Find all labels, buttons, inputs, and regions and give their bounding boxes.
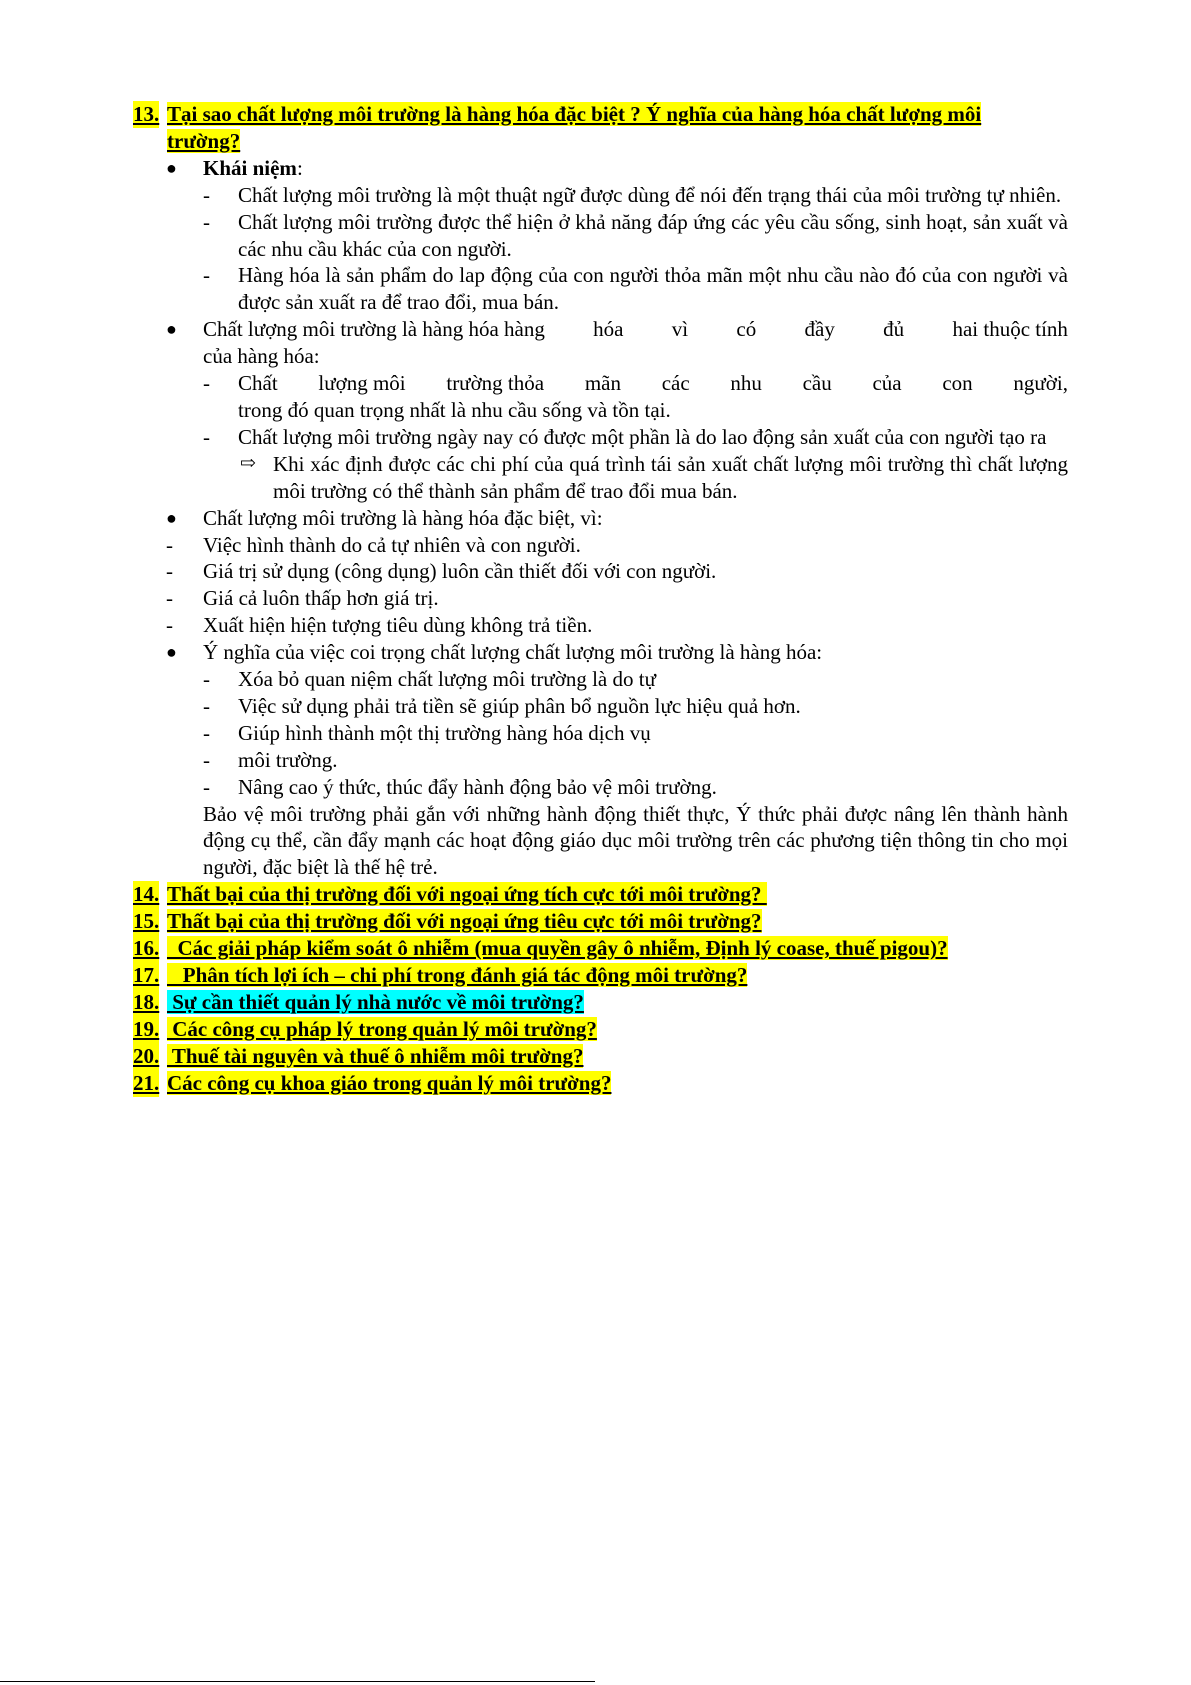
question-title: Thất bại của thị trường đối với ngoại ứng tích cực tới môi trường? — [167, 882, 767, 907]
dash-marker: - — [203, 182, 210, 207]
dash-item — [133, 424, 1068, 451]
word: lượng môi — [318, 371, 406, 396]
word: người, — [1013, 371, 1068, 396]
dash-item — [133, 370, 1068, 424]
bullet-item — [133, 155, 1068, 182]
word: của — [872, 371, 902, 396]
question-14 — [133, 881, 1068, 908]
word: đủ — [883, 317, 905, 342]
dash-text: Hàng hóa là sản phẩm do lap động của con người thỏa mãn một nhu cầu nào đó của con người và được sản xuất ra để trao đổi, mua bán. — [238, 263, 1068, 315]
word: cầu — [802, 371, 832, 396]
dash-text: Chất lượng môi trường ngày nay có được một phần là do lao động sản xuất của con người tạo ra — [238, 424, 1047, 449]
word: Chất — [238, 371, 278, 396]
question-title: Tại sao chất lượng môi trường là hàng hóa đặc biệt ? Ý nghĩa của hàng hóa chất lượng môi — [167, 102, 982, 126]
bullet-icon: ● — [166, 642, 177, 663]
question-number: 19. — [133, 1016, 160, 1041]
dash-marker: - — [203, 424, 210, 449]
dash-text: Giúp hình thành một thị trường hàng hóa dịch vụ — [238, 720, 651, 745]
footnote-separator — [0, 1681, 595, 1682]
word: hóa — [593, 317, 624, 342]
dash-marker: - — [166, 613, 173, 638]
question-number: 13. — [133, 102, 160, 126]
question-number: 17. — [133, 963, 160, 987]
dash-text: Giá trị sử dụng (công dụng) luôn cần thiết đối với con người. — [203, 559, 717, 584]
question-16 — [133, 935, 1068, 962]
question-number: 20. — [133, 1043, 160, 1068]
dash-item — [133, 532, 1068, 559]
dash-marker: - — [203, 371, 210, 396]
dash-marker: - — [166, 559, 173, 584]
dash-marker: - — [166, 586, 173, 611]
dash-marker: - — [203, 667, 210, 692]
arrow-right-icon: ⇨ — [240, 452, 256, 474]
word: con — [942, 371, 973, 396]
question-title: Thuế tài nguyên và thuế ô nhiễm môi trường? — [167, 1043, 584, 1068]
word: mãn — [584, 371, 621, 396]
dash-marker: - — [203, 747, 210, 772]
bullet-text: Chất lượng môi trường là hàng hóa đặc biệt, vì: — [203, 505, 603, 530]
dash-marker: - — [203, 720, 210, 745]
question-number: 16. — [133, 936, 160, 961]
bullet-item — [133, 316, 1068, 370]
word: các — [661, 371, 690, 396]
dash-marker: - — [203, 774, 210, 799]
dash-item — [133, 720, 1068, 747]
question-number: 21. — [133, 1070, 160, 1095]
bullet-icon: ● — [166, 157, 177, 178]
document-content — [133, 101, 1068, 1097]
bullet-heading: Khái niệm — [203, 155, 297, 180]
dash-item — [133, 612, 1068, 639]
dash-text: Việc hình thành do cả tự nhiên và con người. — [203, 532, 581, 557]
question-title: Thất bại của thị trường đối với ngoại ứng tiêu cực tới môi trường? — [167, 909, 762, 934]
closing-paragraph: Bảo vệ môi trường phải gắn với những hành động thiết thực, Ý thức phải được nâng lên thành hành động cụ thể, cần đẩy mạnh các hoạt động giáo dục môi trường trên các phương tiện thông tin cho mọi người, đặc biệt là thế hệ trẻ. — [203, 801, 1068, 880]
arrow-item — [133, 451, 1068, 505]
question-title: Các công cụ pháp lý trong quản lý môi trường? — [167, 1016, 597, 1041]
arrow-text: Khi xác định được các chi phí của quá trình tái sản xuất chất lượng môi trường thì chất lượng môi trường có thể thành sản phẩm để trao đổi mua bán. — [273, 451, 1068, 503]
question-title: Sự cần thiết quản lý nhà nước về môi trường? — [167, 989, 584, 1014]
dash-line — [238, 370, 1068, 397]
dash-item — [133, 209, 1068, 263]
dash-text: Xuất hiện hiện tượng tiêu dùng không trả tiền. — [203, 613, 593, 638]
bullet-item — [133, 505, 1068, 532]
question-20 — [133, 1043, 1068, 1070]
dash-text: Nâng cao ý thức, thúc đẩy hành động bảo vệ môi trường. — [238, 774, 717, 799]
question-13 — [133, 101, 1068, 155]
dash-item — [133, 585, 1068, 612]
dash-marker: - — [203, 693, 210, 718]
question-number: 14. — [133, 882, 160, 907]
bullet-item — [133, 639, 1068, 666]
question-17 — [133, 962, 1068, 989]
question-title: Các công cụ khoa giáo trong quản lý môi trường? — [167, 1070, 612, 1095]
dash-text: trong đó quan trọng nhất là nhu cầu sống và tồn tại. — [238, 397, 671, 422]
dash-item — [133, 747, 1068, 774]
dash-item — [133, 666, 1068, 693]
dash-marker: - — [203, 263, 210, 288]
dash-text: Việc sử dụng phải trả tiền sẽ giúp phân bổ nguồn lực hiệu quả hơn. — [238, 693, 801, 718]
question-19 — [133, 1016, 1068, 1043]
question-title: trường? — [167, 128, 241, 153]
dash-item — [133, 558, 1068, 585]
bullet-icon: ● — [166, 507, 177, 528]
bullet-line — [203, 316, 1068, 343]
bullet-icon: ● — [166, 319, 177, 340]
question-number: 15. — [133, 909, 160, 934]
dash-item — [133, 774, 1068, 801]
word: hai thuộc tính — [952, 317, 1068, 342]
word: nhu — [730, 371, 762, 396]
dash-item — [133, 262, 1068, 316]
question-number: 18. — [133, 989, 160, 1014]
bullet-text: của hàng hóa: — [203, 344, 320, 369]
dash-text: Chất lượng môi trường được thể hiện ở khả năng đáp ứng các yêu cầu sống, sinh hoạt, sản xuất và các nhu cầu khác của con người. — [238, 209, 1068, 261]
dash-text: môi trường. — [238, 747, 338, 772]
dash-item — [133, 693, 1068, 720]
question-18 — [133, 989, 1068, 1016]
dash-marker: - — [166, 532, 173, 557]
dash-marker: - — [203, 209, 210, 234]
dash-item — [133, 182, 1068, 209]
question-title: Các giải pháp kiểm soát ô nhiễm (mua quyền gây ô nhiễm, Định lý coase, thuế pigou)? — [167, 936, 948, 961]
word: có — [736, 317, 757, 342]
word: vì — [671, 317, 689, 342]
word: trường thỏa — [446, 371, 545, 396]
question-21 — [133, 1070, 1068, 1097]
question-title: Phân tích lợi ích – chi phí trong đánh giá tác động môi trường? — [167, 963, 748, 987]
bullet-text: Ý nghĩa của việc coi trọng chất lượng chất lượng môi trường là hàng hóa: — [203, 640, 823, 665]
dash-text: Xóa bỏ quan niệm chất lượng môi trường là do tự — [238, 667, 656, 692]
dash-text: Chất lượng môi trường là một thuật ngữ được dùng để nói đến trạng thái của môi trường tự nhiên. — [238, 182, 1062, 207]
bullet-text: : — [296, 155, 303, 180]
word: đầy — [804, 317, 835, 342]
word: Chất lượng môi trường là hàng hóa hàng — [203, 317, 545, 342]
question-15 — [133, 908, 1068, 935]
dash-text: Giá cả luôn thấp hơn giá trị. — [203, 586, 439, 611]
